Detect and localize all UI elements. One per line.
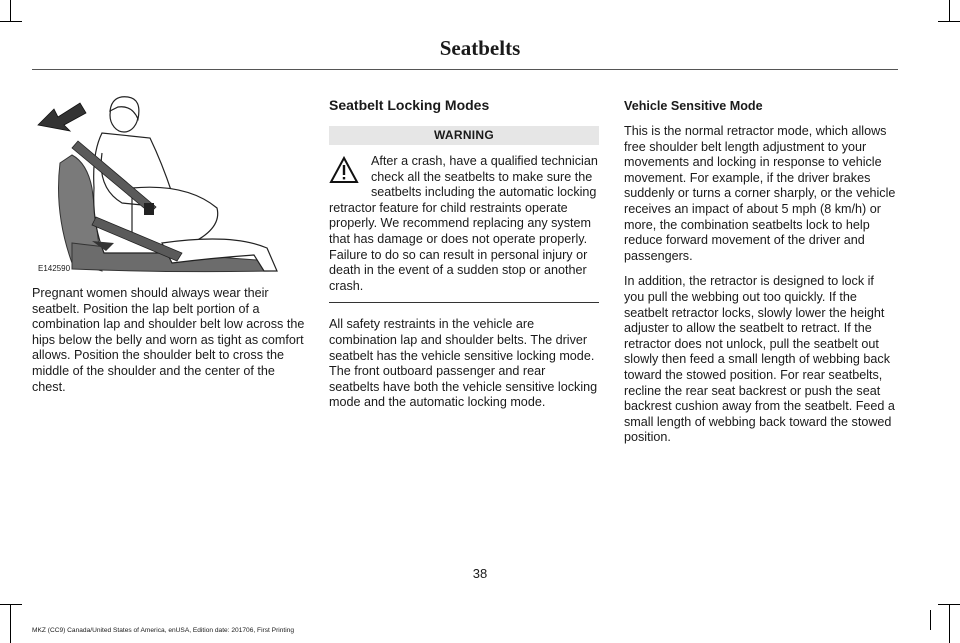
crop-mark	[949, 604, 950, 643]
page-title: Seatbelts	[439, 36, 521, 60]
subsection-heading: Vehicle Sensitive Mode	[624, 99, 763, 113]
warning-text: After a crash, have a qualified technician check all the seatbelts to make sure the seatbelts including the automatic locking retractor feature for child restraints operate properly. We recommend replacing any system that has damage or does not operate properly. Failure to do so can result in personal injury or death in the event of a sudden stop or another crash.	[329, 154, 598, 293]
edition-footer: MKZ (CC9) Canada/United States of America, enUSA, Edition date: 201706, First Printing	[32, 627, 295, 634]
warning-box	[329, 145, 599, 303]
retractor-lock-paragraph: In addition, the retractor is designed to lock if you pull the webbing out too quickly. If the seatbelt retractor locks, slowly lower the height adjuster to allow the seatbelt to retract. If the retractor does not unlock, pull the seatbelt out slowly then feed a small length of webbing back toward the stowed position. For rear seatbelts, recline the rear seat backrest or push the seat backrest cushion away from the seatbelt. Feed a small length of webbing back toward the stowed position.	[624, 274, 895, 445]
header-rule	[32, 69, 898, 70]
normal-mode-paragraph: This is the normal retractor mode, which allows free shoulder belt length adjustment to your movements and locking in response to vehicle movement. For example, if the driver brakes suddenly or turns a corner sharply, or the vehicle receives an impact of about 5 mph (8 km/h) or more, the combination seatbelts lock to help reduce forward movement of the driver and passengers.	[624, 124, 896, 263]
figure-code: E142590	[38, 264, 71, 273]
crop-mark	[10, 0, 11, 22]
restraints-paragraph: All safety restraints in the vehicle are combination lap and shoulder belts. The driver seatbelt has the vehicle sensitive locking mode. The front outboard passenger and rear seatbelts have both the vehicle sensitive locking mode and the automatic locking mode.	[329, 317, 598, 410]
section-heading: Seatbelt Locking Modes	[329, 97, 490, 113]
crop-mark	[0, 604, 22, 605]
seatbelt-figure-svg	[32, 93, 302, 273]
pregnant-woman-seatbelt-illustration	[32, 93, 302, 273]
middle-column	[329, 96, 599, 421]
warning-rule	[329, 302, 599, 303]
crop-mark	[10, 604, 11, 643]
page-number: 38	[472, 566, 488, 581]
crop-mark	[938, 21, 960, 22]
crop-mark	[0, 21, 22, 22]
left-column	[32, 286, 306, 405]
crop-mark	[938, 604, 960, 605]
pregnancy-paragraph: Pregnant women should always wear their seatbelt. Position the lap belt portion of a combination lap and shoulder belt low across the hips below the belly and worn as tight as comfort allows. Position the shoulder belt to cross the middle of the shoulder and the center of the chest.	[32, 286, 305, 394]
crop-mark	[930, 610, 931, 630]
right-column	[624, 98, 896, 456]
crop-mark	[949, 0, 950, 22]
warning-triangle-icon	[329, 156, 363, 186]
warning-label: WARNING	[329, 126, 599, 145]
